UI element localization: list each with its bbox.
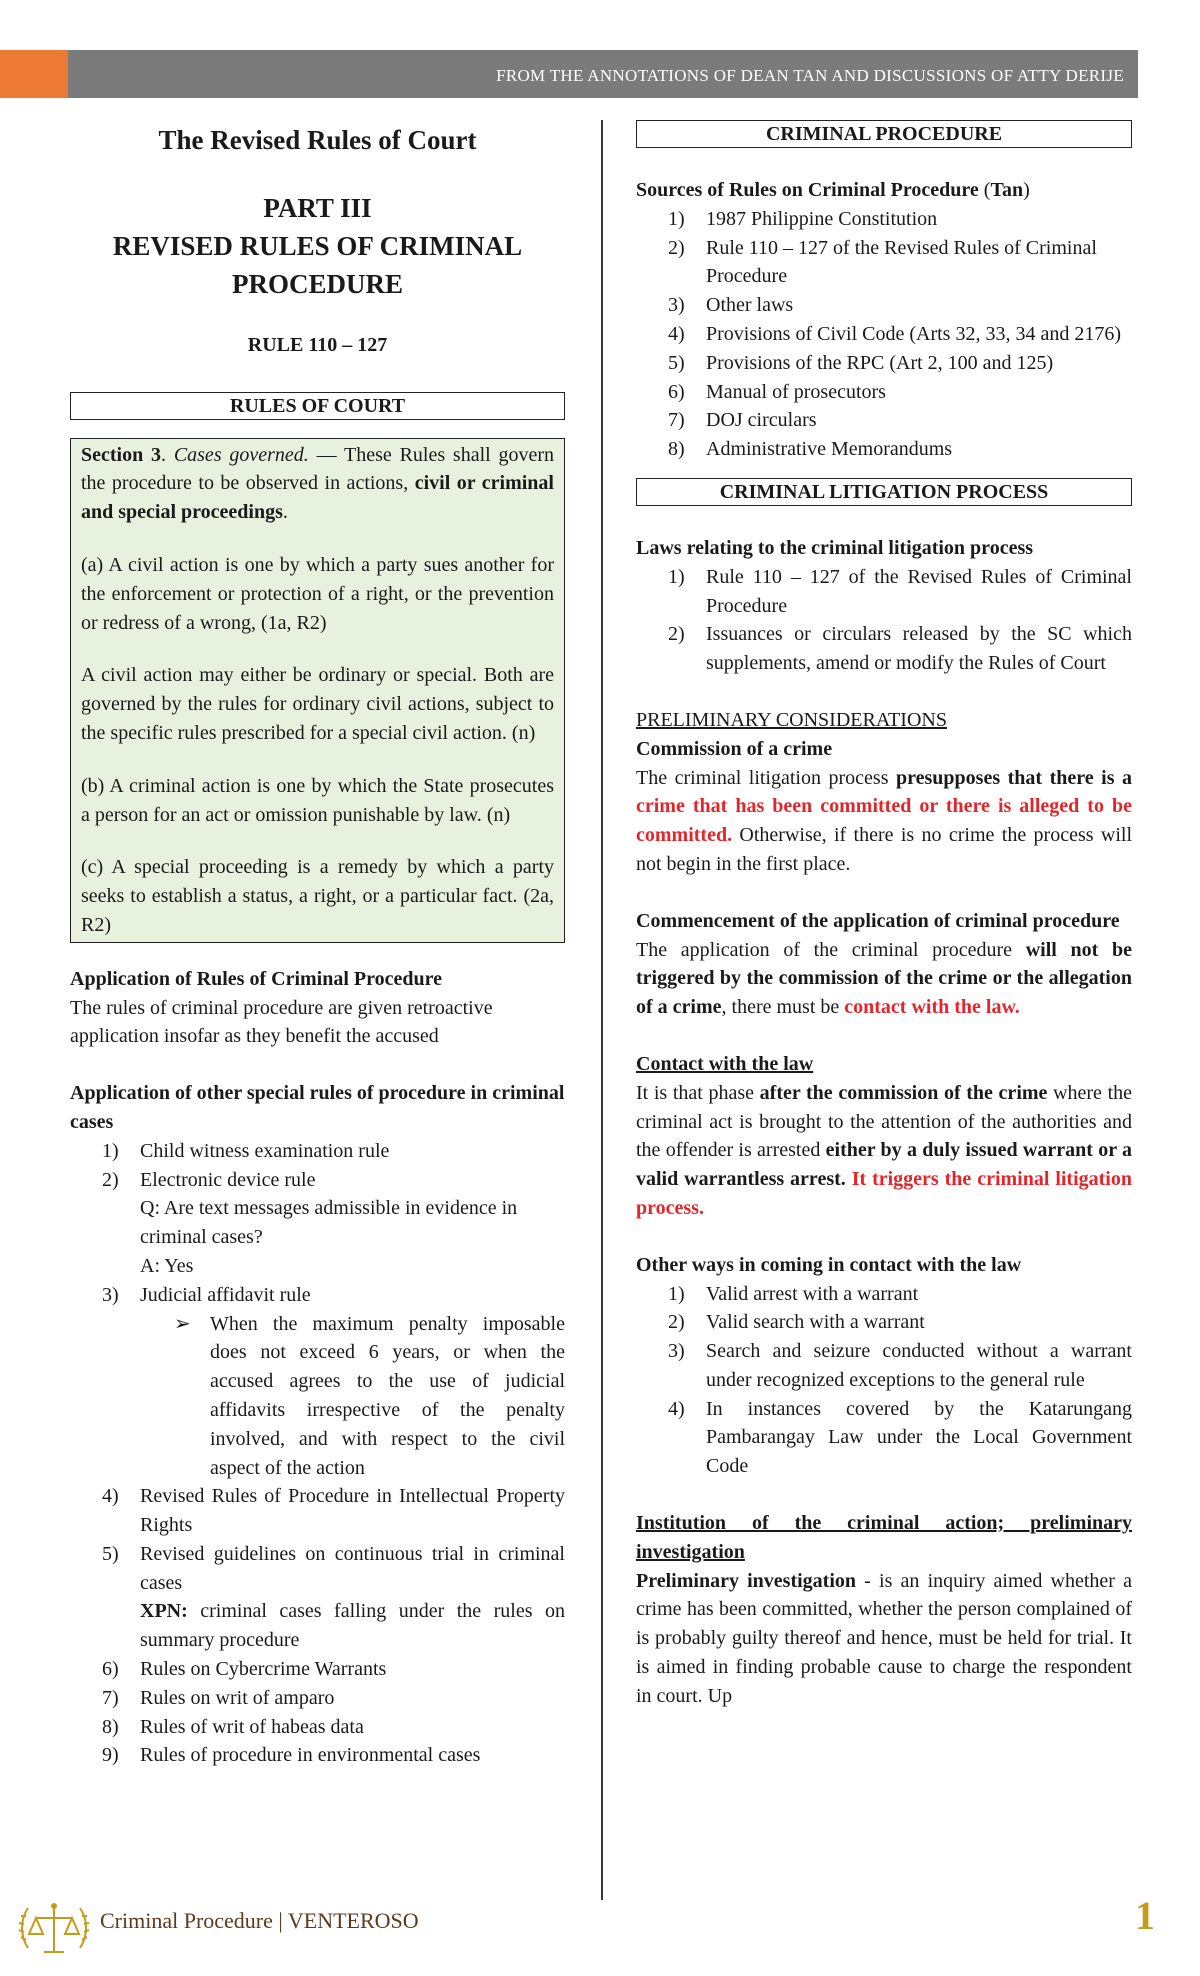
arrow-icon: ➢ xyxy=(174,1312,191,1335)
commission-heading: Commission of a crime xyxy=(636,737,833,760)
section-3-box xyxy=(70,438,565,943)
arrow-bullet: ➢ When the maximum penalty imposable does not exceed 6 years, or when the accused agrees to the use of judicial affidavits irrespective of the penalty involved, and with respect to the civil aspect of the action xyxy=(140,1310,565,1483)
list-item: 3) Other laws xyxy=(668,294,794,317)
list-item: 2) Valid search with a warrant xyxy=(668,1311,925,1334)
contact-text: It is that phase after the commission of the crime where the criminal act is brought to the attention of the authorities and the offender is arrested either by a duly issued warrant or a valid warrantless arrest. It triggers the criminal litigation process. xyxy=(636,1081,1133,1219)
rules-of-court-heading: RULES OF COURT xyxy=(70,392,565,420)
laws-list xyxy=(636,563,1132,678)
list-item: 1) Child witness examination rule xyxy=(102,1139,390,1162)
special-rules-heading: Application of other special rules of procedure in criminal cases xyxy=(70,1082,565,1133)
laws-heading: Laws relating to the criminal litigation process xyxy=(636,536,1034,559)
litigation-process-heading: CRIMINAL LITIGATION PROCESS xyxy=(636,478,1132,506)
sources-list xyxy=(636,205,1132,464)
list-item: 5) Revised guidelines on continuous trial in criminal cases XPN: criminal cases falling under the rules on summary procedure xyxy=(70,1540,565,1655)
commencement-text: The application of the criminal procedure will not be triggered by the commission of the crime or the allegation of a crime, there must be contact with the law. xyxy=(636,938,1132,1019)
list-item: 5) Provisions of the RPC (Art 2, 100 and 125) xyxy=(668,351,1054,374)
commission-text: The criminal litigation process presupposes that there is a crime that has been committed or there is alleged to be committed. Otherwise, if there is no crime the process will not begin in the first place. xyxy=(636,766,1133,875)
question: Q: Are text messages admissible in evidence in criminal cases? xyxy=(140,1197,518,1249)
list-item: 1) 1987 Philippine Constitution xyxy=(668,207,938,230)
list-item: 1) Rule 110 – 127 of the Revised Rules of Criminal Procedure xyxy=(668,565,1132,617)
sources-heading: Sources of Rules on Criminal Procedure (Tan) xyxy=(636,179,1030,201)
header-accent xyxy=(0,50,68,98)
special-rules-list xyxy=(70,1137,565,1771)
contact-heading: Contact with the law xyxy=(636,1052,814,1075)
answer: A: Yes xyxy=(140,1254,194,1277)
section-3-intro: Section 3. Cases governed. — These Rules shall govern the procedure to be observed in actions, civil or criminal and special proceedings. xyxy=(81,443,555,524)
para-c: (c) A special proceeding is a remedy by which a party seeks to establish a status, a right, or a particular fact. (2a, R2) xyxy=(81,856,554,936)
part-title-line1: REVISED RULES OF CRIMINAL xyxy=(112,230,523,261)
other-ways-list xyxy=(636,1280,1132,1482)
left-column xyxy=(70,120,565,1770)
institution-heading: Institution of the criminal action; preliminary investigation xyxy=(636,1512,1132,1563)
list-item: 6) Manual of prosecutors xyxy=(668,380,886,403)
other-ways-heading: Other ways in coming in contact with the law xyxy=(636,1253,1022,1276)
list-item: 8) Administrative Memorandums xyxy=(668,438,953,461)
column-divider xyxy=(601,120,603,1900)
para-a2: A civil action may either be ordinary or special. Both are governed by the rules for ordinary civil actions, subject to the specific rules prescribed for a special civil action. (n) xyxy=(81,664,554,744)
list-item: 4) In instances covered by the Katarungang Pambarangay Law under the Local Government Code xyxy=(668,1397,1132,1478)
list-item: 1) Valid arrest with a warrant xyxy=(668,1282,919,1305)
list-item: 2) Issuances or circulars released by the SC which supplements, amend or modify the Rules of Court xyxy=(668,623,1132,675)
list-item: 3) Judicial affidavit rule ➢ When the maximum penalty imposable does not exceed 6 years, or when the accused agrees to the use of judicial affidavits irrespective of the penalty involved, and with respect to the civil aspect of the action xyxy=(70,1281,565,1483)
footer-text: Criminal Procedure | VENTEROSO xyxy=(100,1908,419,1933)
commencement-heading: Commencement of the application of criminal procedure xyxy=(636,909,1120,932)
document-title: The Revised Rules of Court xyxy=(158,125,477,155)
list-item: 2) Rule 110 – 127 of the Revised Rules of Criminal Procedure xyxy=(668,236,1097,288)
xpn-note: XPN: criminal cases falling under the rules on summary procedure xyxy=(140,1600,565,1652)
scales-of-justice-logo-icon xyxy=(14,1890,94,1970)
para-a: (a) A civil action is one by which a party sues another for the enforcement or protection of a right, or the prevention or redress of a wrong, (1a, R2) xyxy=(81,553,554,634)
list-item: 8) Rules of writ of habeas data xyxy=(102,1715,364,1738)
rule-range: RULE 110 – 127 xyxy=(247,333,388,356)
running-header: FROM THE ANNOTATIONS OF DEAN TAN AND DISCUSSIONS OF ATTY DERIJE xyxy=(68,50,1138,98)
application-text: The rules of criminal procedure are given retroactive application insofar as they benefit the accused xyxy=(70,996,493,1048)
application-heading: Application of Rules of Criminal Procedure xyxy=(70,967,443,990)
list-item: 9) Rules of procedure in environmental cases xyxy=(102,1744,481,1767)
preliminary-considerations: PRELIMINARY CONSIDERATIONS xyxy=(636,708,947,731)
list-item: 4) Revised Rules of Procedure in Intellectual Property Rights xyxy=(102,1485,565,1537)
list-item: 3) Search and seizure conducted without a warrant under recognized exceptions to the general rule xyxy=(668,1340,1132,1391)
list-item: 6) Rules on Cybercrime Warrants xyxy=(102,1658,387,1681)
criminal-procedure-heading: CRIMINAL PROCEDURE xyxy=(636,120,1132,148)
list-item: 4) Provisions of Civil Code (Arts 32, 33, 34 and 2176) xyxy=(668,322,1121,345)
list-item: 7) DOJ circulars xyxy=(668,409,817,432)
para-b: (b) A criminal action is one by which the State prosecutes a person for an act or omission punishable by law. (n) xyxy=(81,774,554,826)
part-title-line2: PROCEDURE xyxy=(231,268,403,299)
preliminary-investigation-text: Preliminary investigation - is an inquiry aimed whether a crime has been committed, whether the person complained of is probably guilty thereof and hence, must be held for trial. It is aimed in finding probable cause to charge the respondent in court. Up xyxy=(636,1569,1132,1707)
part-number: PART III xyxy=(263,192,372,223)
list-item: 7) Rules on writ of amparo xyxy=(102,1686,335,1709)
right-column xyxy=(636,120,1132,1711)
list-item: 2) Electronic device rule Q: Are text messages admissible in evidence in criminal cases? A: Yes xyxy=(70,1166,565,1281)
page-number: 1 xyxy=(1135,1893,1155,1938)
